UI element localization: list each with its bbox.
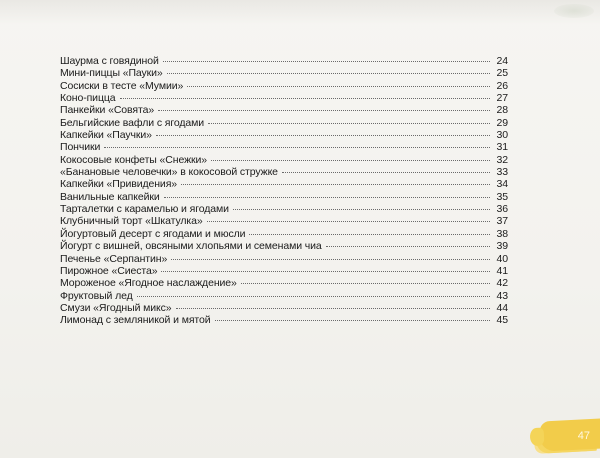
toc-item-page: 39 (496, 240, 508, 253)
dot-leader (156, 134, 490, 136)
toc-item (60, 240, 508, 252)
toc-item-page: 24 (496, 55, 508, 67)
toc-item-title: Панкейки «Совята» (60, 104, 155, 117)
dot-leader (161, 270, 490, 272)
toc-item-title: Сосиски в тесте «Мумии» (60, 79, 184, 92)
dot-leader (233, 208, 490, 210)
toc-item-page: 45 (496, 314, 508, 327)
toc-item (60, 253, 508, 265)
toc-item-page: 41 (496, 264, 508, 277)
toc-item (60, 129, 508, 141)
toc-item-page: 29 (496, 116, 508, 129)
dot-leader (158, 109, 490, 111)
toc-item-title: Пончики (60, 141, 101, 154)
toc-item-title: Мини-пиццы «Пауки» (60, 67, 163, 80)
toc-item (60, 314, 508, 326)
table-of-contents (60, 55, 508, 327)
toc-item-title: «Банановые человечки» в кокосовой стружке (60, 166, 278, 179)
toc-item (60, 228, 508, 240)
dot-leader (164, 196, 490, 198)
toc-item-page: 40 (496, 252, 508, 265)
toc-item-title: Клубничный торт «Шкатулка» (60, 215, 203, 228)
toc-item-title: Бельгийские вафли с ягодами (60, 116, 205, 129)
toc-item-page: 34 (496, 178, 508, 191)
dot-leader (282, 171, 490, 173)
toc-item (60, 154, 508, 166)
toc-item (60, 178, 508, 190)
toc-item-title: Смузи «Ягодный микс» (60, 301, 172, 314)
dot-leader (137, 295, 490, 297)
toc-item-title: Шаурма с говядиной (60, 55, 159, 67)
toc-item-page: 35 (496, 190, 508, 203)
toc-item-title: Печенье «Серпантин» (60, 252, 168, 265)
dot-leader (163, 60, 490, 62)
toc-item-page: 33 (496, 166, 508, 179)
toc-item (60, 215, 508, 227)
toc-item-title: Капкейки «Привидения» (60, 178, 178, 191)
toc-item (60, 117, 508, 129)
dot-leader (249, 233, 490, 235)
toc-item (60, 166, 508, 178)
toc-item (60, 67, 508, 79)
dot-leader (207, 220, 490, 222)
toc-item-title: Кокосовые конфеты «Снежки» (60, 153, 208, 166)
toc-item (60, 55, 508, 67)
toc-item-title: Тарталетки с карамелью и ягодами (60, 203, 229, 216)
toc-item (60, 277, 508, 289)
toc-item-page: 44 (496, 301, 508, 314)
toc-item-page: 42 (496, 277, 508, 290)
dot-leader (171, 258, 490, 260)
toc-item-page: 30 (496, 129, 508, 142)
toc-item-title: Коно-пицца (60, 92, 116, 105)
toc-item (60, 290, 508, 302)
toc-item-title: Мороженое «Ягодное наслаждение» (60, 277, 237, 290)
toc-item-page: 32 (496, 153, 508, 166)
toc-item-page: 25 (496, 67, 508, 80)
toc-item (60, 92, 508, 104)
toc-item (60, 80, 508, 92)
toc-item-page: 36 (496, 203, 508, 216)
toc-item-page: 26 (496, 79, 508, 92)
dot-leader (241, 282, 490, 284)
dot-leader (211, 159, 490, 161)
toc-item (60, 265, 508, 277)
page-top-shadow (0, 0, 600, 24)
toc-item-title: Йогуртовый десерт с ягодами и мюсли (60, 227, 246, 240)
dot-leader (181, 183, 490, 185)
page-number: 47 (577, 430, 590, 442)
toc-item-page: 43 (496, 289, 508, 302)
dot-leader (187, 85, 490, 87)
toc-item (60, 302, 508, 314)
dot-leader (120, 97, 490, 99)
toc-item-page: 31 (496, 141, 508, 154)
toc-item (60, 203, 508, 215)
toc-item (60, 141, 508, 153)
toc-item-title: Фруктовый лед (60, 289, 133, 302)
dot-leader (104, 146, 490, 148)
toc-item (60, 191, 508, 203)
toc-item-title: Капкейки «Паучки» (60, 129, 152, 142)
corner-decoration (554, 4, 594, 18)
toc-item-page: 28 (496, 104, 508, 117)
toc-item-page: 27 (496, 92, 508, 105)
dot-leader (176, 307, 490, 309)
toc-item-page: 37 (496, 215, 508, 228)
toc-item (60, 104, 508, 116)
toc-item-title: Йогурт с вишней, овсяными хлопьями и семенами чиа (60, 240, 322, 253)
toc-item-title: Лимонад с земляникой и мятой (60, 314, 211, 327)
dot-leader (167, 72, 490, 74)
toc-item-title: Ванильные капкейки (60, 190, 160, 203)
dot-leader (208, 122, 490, 124)
toc-item-title: Пирожное «Сиеста» (60, 264, 158, 277)
yellow-brush-stroke (539, 418, 600, 451)
toc-item-page: 38 (496, 227, 508, 240)
dot-leader (215, 319, 490, 321)
dot-leader (326, 245, 490, 247)
